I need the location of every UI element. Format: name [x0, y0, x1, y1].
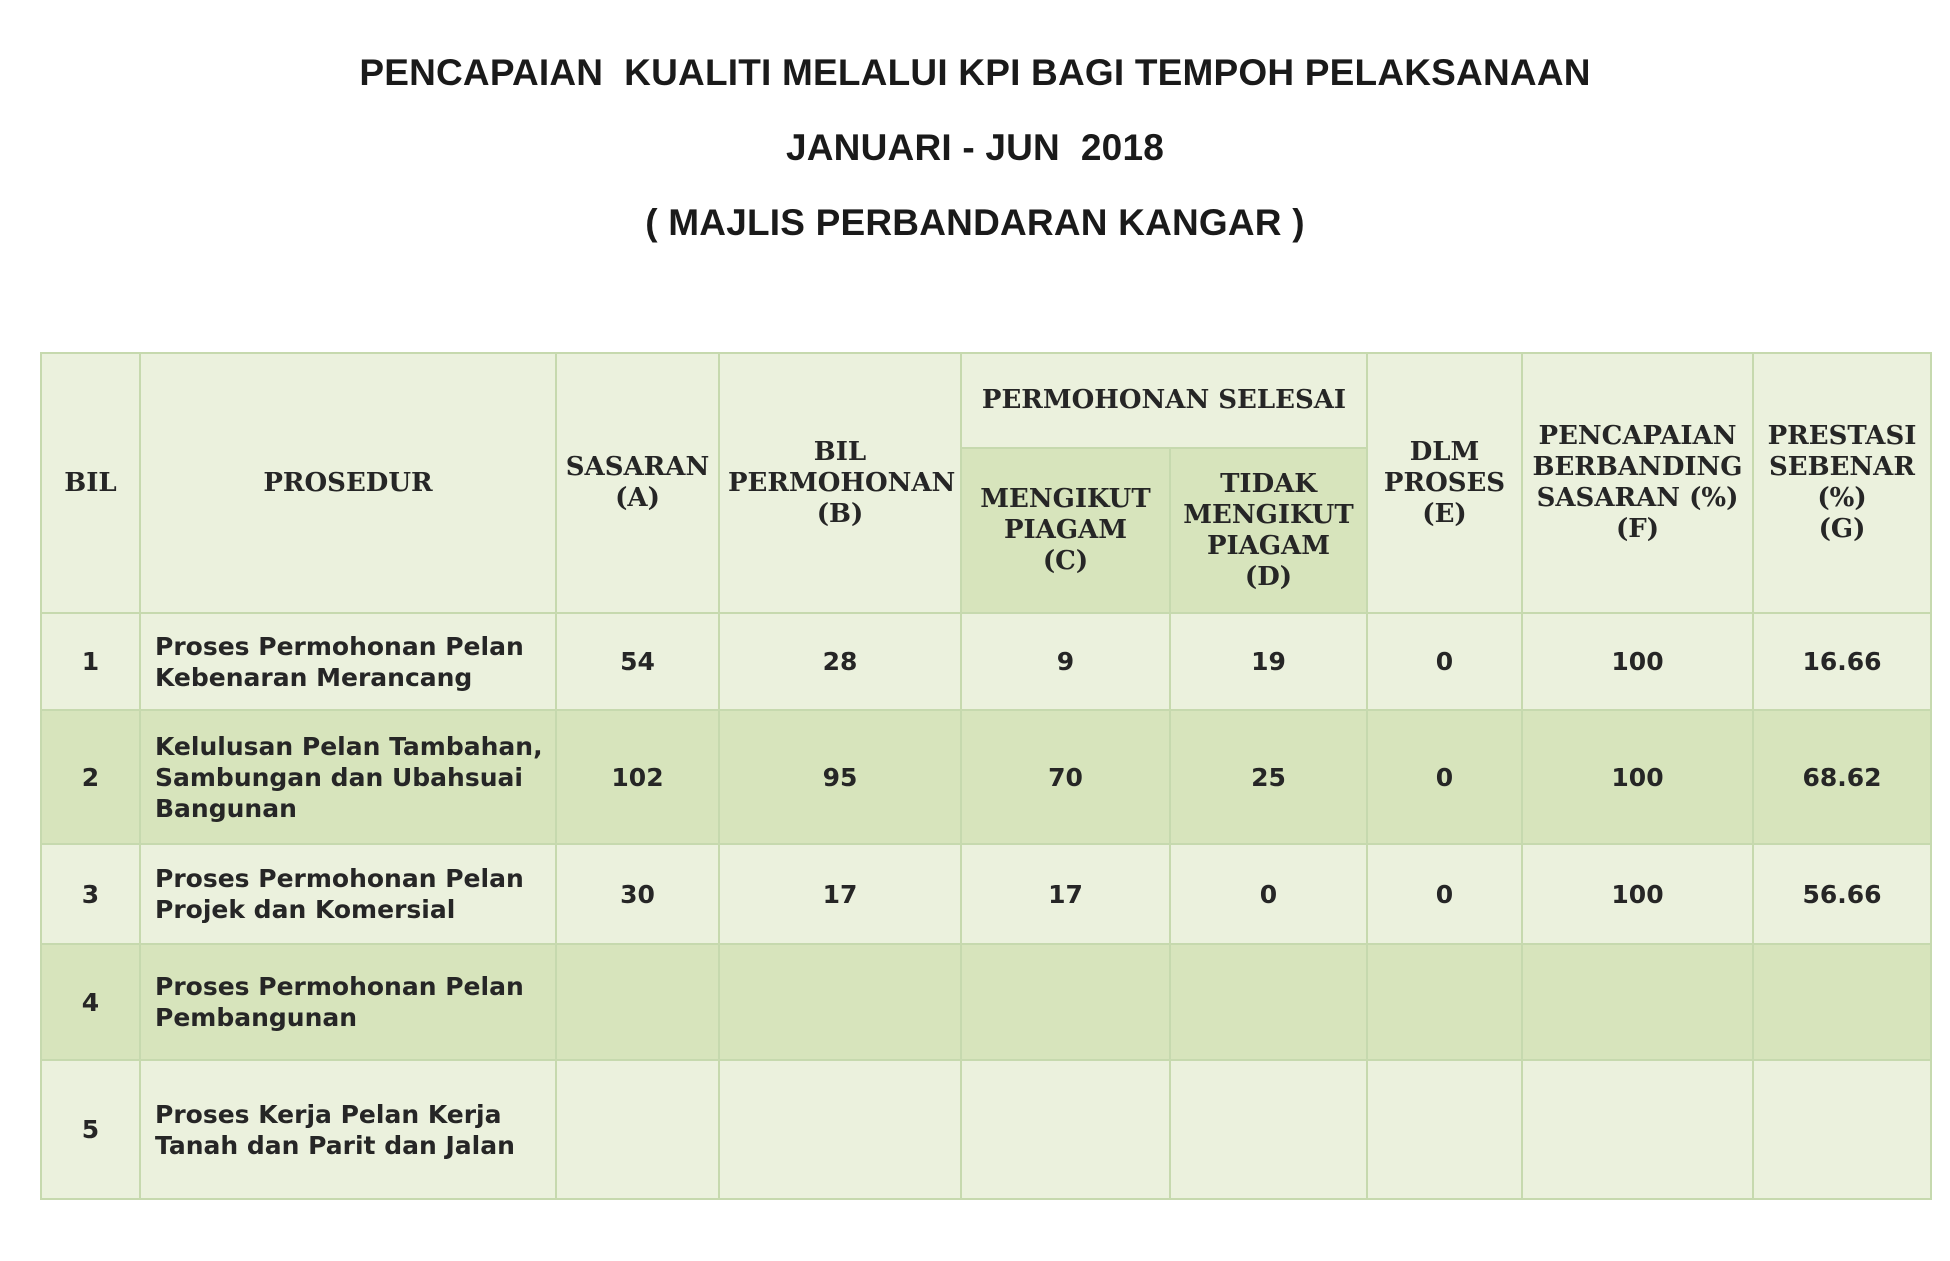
- cell-dlm-proses: 0: [1367, 613, 1522, 710]
- kpi-table: [40, 352, 1932, 1200]
- title-line-3: ( MAJLIS PERBANDARAN KANGAR ): [645, 202, 1305, 243]
- cell-bil-permohonan: [719, 944, 961, 1060]
- cell-bil: 5: [41, 1060, 140, 1199]
- cell-tidak-mengikut-piagam: [1170, 944, 1367, 1060]
- cell-prosedur: Proses Permohonan Pelan Projek dan Komersial: [140, 844, 556, 944]
- cell-mengikut-piagam: 17: [961, 844, 1170, 944]
- header-bil-permohonan: BIL PERMOHONAN (B): [719, 353, 961, 613]
- cell-mengikut-piagam: [961, 944, 1170, 1060]
- cell-bil: 4: [41, 944, 140, 1060]
- title-line-2: JANUARI - JUN 2018: [785, 127, 1165, 168]
- cell-prestasi: 16.66: [1753, 613, 1931, 710]
- cell-bil: 1: [41, 613, 140, 710]
- cell-dlm-proses: [1367, 1060, 1522, 1199]
- cell-mengikut-piagam: 9: [961, 613, 1170, 710]
- cell-tidak-mengikut-piagam: 25: [1170, 710, 1367, 844]
- cell-bil-permohonan: 95: [719, 710, 961, 844]
- cell-mengikut-piagam: 70: [961, 710, 1170, 844]
- table-row: [41, 944, 1931, 1060]
- cell-bil-permohonan: [719, 1060, 961, 1199]
- cell-prosedur: Proses Permohonan Pelan Pembangunan: [140, 944, 556, 1060]
- header-prestasi: PRESTASI SEBENAR (%) (G): [1753, 353, 1931, 613]
- cell-bil: 2: [41, 710, 140, 844]
- cell-pencapaian: [1522, 944, 1753, 1060]
- cell-prestasi: 56.66: [1753, 844, 1931, 944]
- cell-bil: 3: [41, 844, 140, 944]
- cell-bil-permohonan: 28: [719, 613, 961, 710]
- cell-mengikut-piagam: [961, 1060, 1170, 1199]
- header-tidak-mengikut-piagam: TIDAK MENGIKUT PIAGAM (D): [1170, 448, 1367, 613]
- table-row: [41, 844, 1931, 944]
- cell-tidak-mengikut-piagam: [1170, 1060, 1367, 1199]
- table-row: [41, 1060, 1931, 1199]
- header-permohonan-selesai: PERMOHONAN SELESAI: [961, 353, 1367, 448]
- header-mengikut-piagam: MENGIKUT PIAGAM (C): [961, 448, 1170, 613]
- cell-pencapaian: 100: [1522, 710, 1753, 844]
- cell-prestasi: [1753, 944, 1931, 1060]
- header-sasaran: SASARAN (A): [556, 353, 719, 613]
- cell-dlm-proses: 0: [1367, 844, 1522, 944]
- header-dlm-proses: DLM PROSES (E): [1367, 353, 1522, 613]
- cell-prosedur: Kelulusan Pelan Tambahan, Sambungan dan Ubahsuai Bangunan: [140, 710, 556, 844]
- cell-prestasi: 68.62: [1753, 710, 1931, 844]
- cell-sasaran: 30: [556, 844, 719, 944]
- cell-prestasi: [1753, 1060, 1931, 1199]
- header-prosedur: PROSEDUR: [140, 353, 556, 613]
- table-row: [41, 613, 1931, 710]
- cell-prosedur: Proses Kerja Pelan Kerja Tanah dan Parit dan Jalan: [140, 1060, 556, 1199]
- document-header: [0, 45, 1950, 270]
- cell-bil-permohonan: 17: [719, 844, 961, 944]
- header-row-1: [41, 353, 1931, 448]
- table-row: [41, 710, 1931, 844]
- cell-sasaran: [556, 944, 719, 1060]
- title-line-1: PENCAPAIAN KUALITI MELALUI KPI BAGI TEMPOH PELAKSANAAN: [359, 52, 1591, 93]
- cell-dlm-proses: 0: [1367, 710, 1522, 844]
- cell-prosedur: Proses Permohonan Pelan Kebenaran Merancang: [140, 613, 556, 710]
- header-bil: BIL: [41, 353, 140, 613]
- header-pencapaian: PENCAPAIAN BERBANDING SASARAN (%) (F): [1522, 353, 1753, 613]
- cell-sasaran: 54: [556, 613, 719, 710]
- cell-sasaran: [556, 1060, 719, 1199]
- cell-pencapaian: [1522, 1060, 1753, 1199]
- cell-pencapaian: 100: [1522, 844, 1753, 944]
- cell-sasaran: 102: [556, 710, 719, 844]
- cell-pencapaian: 100: [1522, 613, 1753, 710]
- cell-dlm-proses: [1367, 944, 1522, 1060]
- cell-tidak-mengikut-piagam: 19: [1170, 613, 1367, 710]
- cell-tidak-mengikut-piagam: 0: [1170, 844, 1367, 944]
